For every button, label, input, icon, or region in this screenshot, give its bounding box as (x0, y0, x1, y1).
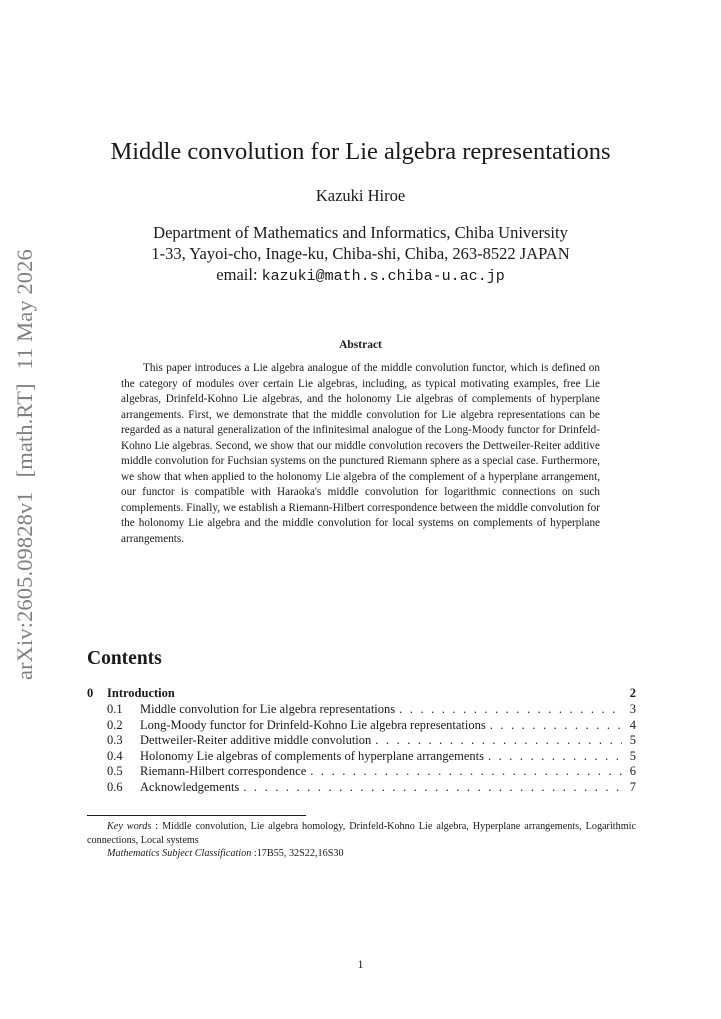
email-address[interactable]: kazuki@math.s.chiba-u.ac.jp (261, 268, 505, 285)
toc-subsection[interactable] (87, 718, 636, 734)
author-name: Kazuki Hiroe (315, 186, 406, 205)
toc-page-number: 2 (629, 686, 636, 700)
toc-page-number: 7 (629, 779, 636, 794)
toc-subsection-number: 0.1 (107, 702, 123, 716)
toc-leader (310, 764, 622, 780)
toc-subsection[interactable] (87, 749, 636, 765)
toc-page-number: 5 (629, 733, 636, 748)
msc-line (87, 847, 636, 861)
toc-subsection-number: 0.3 (107, 733, 123, 748)
toc-subsection[interactable] (87, 702, 636, 718)
toc-subsection-number: 0.2 (107, 717, 123, 732)
toc-page-number: 4 (629, 717, 636, 732)
toc-subsection-number: 0.5 (107, 764, 123, 779)
toc-subsection[interactable] (87, 780, 636, 796)
keywords-line (87, 820, 636, 847)
toc-subsection-title: Middle convolution for Lie algebra representations (140, 702, 396, 716)
toc-leader (490, 718, 622, 734)
abstract-heading: Abstract (339, 339, 382, 351)
toc-page-number: 3 (629, 702, 636, 716)
toc-leader (488, 749, 622, 765)
toc-leader (399, 702, 622, 718)
keywords-separator: : (151, 821, 163, 832)
arxiv-category: [math.RT] (12, 383, 37, 478)
arxiv-identifier-stamp (12, 249, 38, 680)
toc-section-number: 0 (87, 686, 94, 700)
email-label: email: (216, 265, 258, 284)
toc-page-number: 6 (629, 764, 636, 779)
keywords-text: Middle convolution, Lie algebra homology, Drinfeld-Kohno Lie algebra, Hyperplane arrangements, Logarithmic connections, Local systems (87, 821, 636, 846)
arxiv-id: arXiv:2605.09828v1 (12, 491, 37, 680)
table-of-contents (87, 686, 636, 796)
toc-subsection-title: Acknowledgements (140, 779, 240, 794)
toc-subsection-number: 0.6 (107, 779, 123, 794)
toc-subsection-number: 0.4 (107, 748, 123, 763)
footnote-divider (87, 815, 306, 816)
arxiv-date: 11 May 2026 (12, 249, 37, 370)
toc-leader (375, 733, 622, 749)
abstract-text: This paper introduces a Lie algebra analogue of the middle convolution functor, which is defined on the category of modules over certain Lie algebras, including, as typical motivating examples, free Lie algebras, Drinfeld-Kohno Lie algebras, and the holonomy Lie algebras of complements of hyperplane arrangements. First, we demonstrate that the middle convolution for Lie algebra representations can be regarded as a natural generalization of the infinitesimal analogue of the Long-Moody functor for Drinfeld-Kohno Lie algebras. Second, we show that our middle convolution recovers the Dettweiler-Reiter additive middle convolution for Fuchsian systems on the punctured Riemann sphere as a special case. Furthermore, we show that when applied to the holonomy Lie algebra of the complement of a hyperplane arrangement, our functor is compatible with Haraoka's middle convolution for logarithmic connections on such complements. Finally, we establish a Riemann-Hilbert correspondence between the middle convolution for the holonomy Lie algebra and the middle convolution for local systems on complements of hyperplane arrangements. (121, 362, 600, 545)
toc-subsection-title: Riemann-Hilbert correspondence (140, 764, 307, 779)
page-number: 1 (357, 957, 364, 971)
toc-subsection-title: Dettweiler-Reiter additive middle convolution (140, 733, 372, 748)
postal-address: 1-33, Yayoi-cho, Inage-ku, Chiba-shi, Chiba, 263-8522 JAPAN (151, 244, 570, 263)
toc-leader (243, 780, 622, 796)
msc-label: Mathematics Subject Classification (107, 848, 252, 859)
affiliation-block (0, 222, 721, 287)
keywords-label: Key words (107, 821, 152, 832)
toc-subsection-title: Holonomy Lie algebras of complements of hyperplane arrangements (140, 748, 484, 763)
toc-section-title: Introduction (107, 686, 175, 700)
footnote (87, 820, 636, 861)
paper-title: Middle convolution for Lie algebra representations (110, 138, 611, 165)
msc-codes: :17B55, 32S22,16S30 (251, 848, 344, 859)
toc-subsection[interactable] (87, 764, 636, 780)
contents-heading: Contents (87, 648, 162, 669)
toc-subsection[interactable] (87, 733, 636, 749)
department: Department of Mathematics and Informatics, Chiba University (153, 223, 568, 242)
toc-subsection-title: Long-Moody functor for Drinfeld-Kohno Lie algebra representations (140, 717, 486, 732)
toc-section-introduction[interactable] (87, 686, 636, 702)
email-line (0, 264, 721, 287)
toc-page-number: 5 (629, 748, 636, 763)
